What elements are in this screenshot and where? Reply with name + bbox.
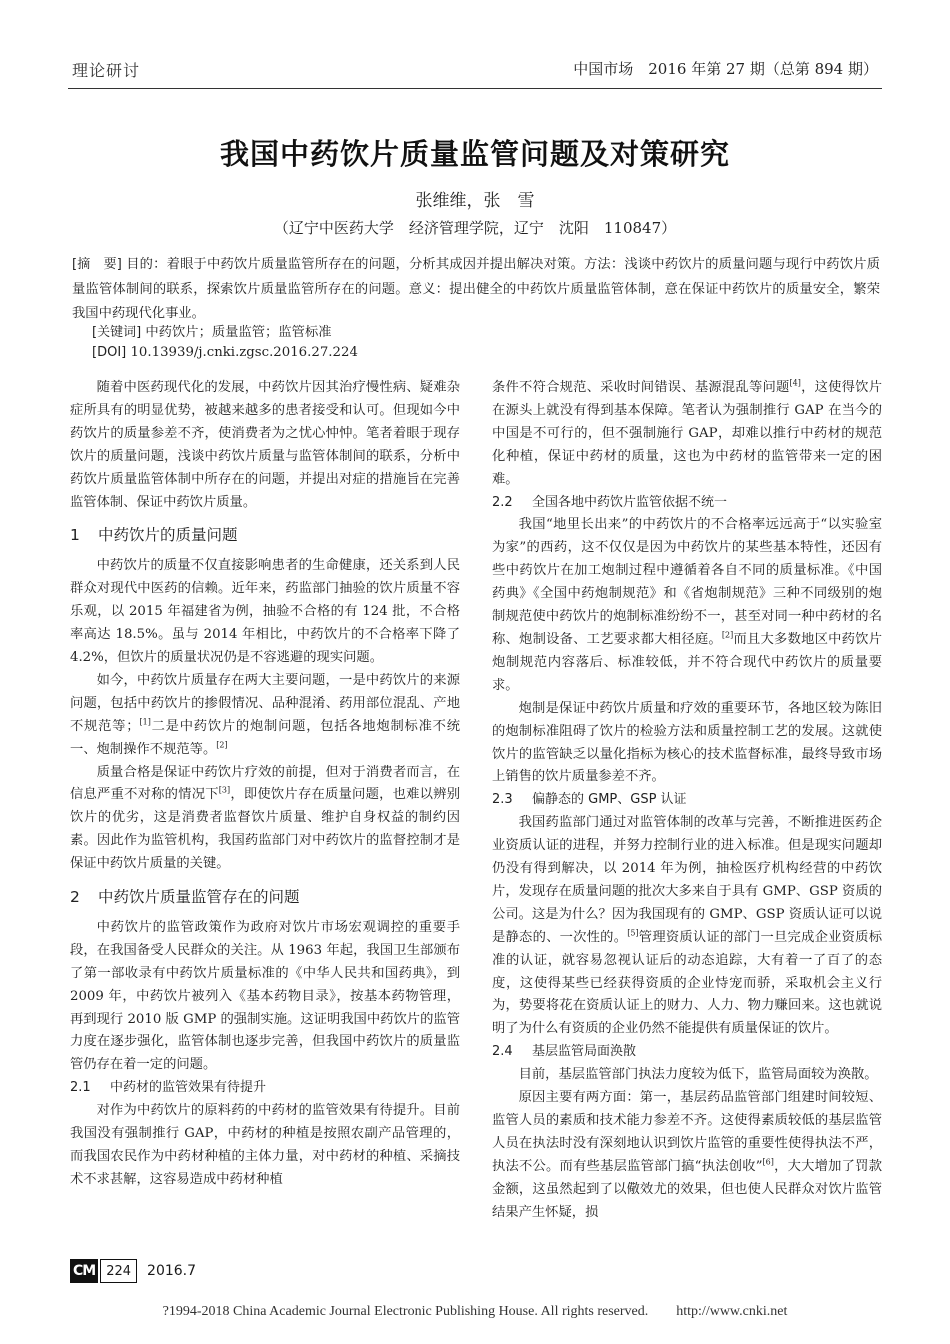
article-title: 我国中药饮片质量监管问题及对策研究 bbox=[219, 137, 730, 171]
section-2-1-number: 2.1 bbox=[70, 1080, 91, 1096]
abstract-label: [摘 要] bbox=[72, 257, 122, 272]
section-label: 理论研讨 bbox=[72, 61, 141, 80]
section-1-title: 中药饮片的质量问题 bbox=[98, 526, 238, 545]
keywords-text: 中药饮片；质量监管；监管标准 bbox=[145, 325, 332, 340]
continued-paragraph bbox=[492, 377, 882, 492]
s1-paragraph-3 bbox=[70, 762, 460, 877]
s2-paragraph-1: 中药饮片的监管政策作为政府对饮片市场宏观调控的重要手段，在我国备受人民群众的关注。从 1963 年起，我国卫生部颁布了第一部收录有中药饮片质量标准的《中华人民共和国药典》，到 2009 年，中药饮片被列入《基本药物目录》，按基本药物管理，再到现行 2010 版 GMP 的强制实施。这证明我国中药饮片的监管力度在逐步强化，监管体制也逐步完善，但我国中药饮片的质量监管仍存在着一定的问题。 bbox=[70, 919, 460, 1073]
citation-1: [1] bbox=[139, 717, 151, 727]
left-column bbox=[70, 377, 460, 1192]
citation-2: [2] bbox=[216, 740, 228, 750]
section-1-number: 1 bbox=[70, 526, 80, 545]
section-2-3-number: 2.3 bbox=[492, 792, 513, 808]
abstract bbox=[72, 253, 880, 327]
s23-paragraph-1 bbox=[492, 812, 882, 1041]
journal-issue: 中国市场 2016 年第 27 期（总第 894 期） bbox=[573, 60, 878, 78]
cont-text-b: ，这使得饮片在源头上就没有得到基本保障。笔者认为强制推行 GAP 在当今的中国是不可行的，但不强制施行 GAP，却难以推行中药材的规范化种植，保证中药材的质量，这也为中药材的监管带来一定的困难。 bbox=[492, 380, 882, 487]
section-2-3-heading bbox=[492, 789, 882, 812]
citation-5: [5] bbox=[627, 928, 639, 938]
abstract-text: 目的：着眼于中药饮片质量监管所存在的问题，分析其成因并提出解决对策。方法：浅谈中药饮片的质量问题与现行中药饮片质量监管体制间的联系，探索饮片质量监管所存在的问题。意义：提出健全的中药饮片质量监管体制，意在保证中药饮片的质量安全，繁荣我国中药现代化事业。 bbox=[72, 257, 880, 321]
footer-date: 2016.7 bbox=[147, 1263, 197, 1279]
section-2-2-heading bbox=[492, 492, 882, 515]
section-2-4-title: 基层监管局面涣散 bbox=[532, 1044, 637, 1060]
s23-p1-text-b: 管理资质认证的部门一旦完成企业资质标准的认证，就容易忽视认证后的动态追踪，大有着一了百了的态度，这使得某些已经获得资质的企业恃宠而骄，采取机会主义行为，势要将花在资质认证上的财力、人力、物力赚回来。这也就说明了为什么有资质的企业仍然不能提供有质量保证的饮片。 bbox=[492, 929, 882, 1037]
s24-paragraph-2 bbox=[492, 1087, 882, 1224]
section-2-heading bbox=[70, 886, 460, 909]
section-2-2-title: 全国各地中药饮片监管依据不统一 bbox=[532, 494, 728, 510]
section-2-1-title: 中药材的监管效果有待提升 bbox=[110, 1080, 267, 1096]
section-2-2-number: 2.2 bbox=[492, 494, 513, 510]
s1-paragraph-2 bbox=[70, 670, 460, 762]
journal-logo: CM bbox=[70, 1259, 98, 1283]
s21-paragraph-1: 对作为中药饮片的原料药的中药材的监管效果有待提升。目前我国没有强制推行 GAP，中药材的种植是按照农副产品管理的，而我国农民作为中药材种植的主体力量，对中药材的种植、采摘技术不求甚解，这容易造成中药材种植 bbox=[70, 1103, 460, 1187]
s22-paragraph-1 bbox=[492, 514, 882, 697]
doi-label: [DOI] bbox=[92, 345, 127, 360]
header-rule bbox=[68, 88, 882, 89]
s22-paragraph-2: 炮制是保证中药饮片质量和疗效的重要环节，各地区较为陈旧的炮制标准阻碍了饮片的检验方法和质量控制工艺的发展。这就使饮片的监管缺乏以量化指标为核心的技术监督标准，最终导致市场上销售的饮片质量参差不齐。 bbox=[492, 700, 882, 785]
keywords bbox=[92, 321, 332, 340]
s1-p3-text-b: ，即使饮片存在质量问题，也难以辨别饮片的优劣，这是消费者监督饮片质量、维护自身权益的制约因素。因此作为监管机构，我国药监部门对中药饮片的监督控制才是保证中药饮片质量的关键。 bbox=[70, 787, 461, 872]
right-column bbox=[492, 377, 882, 1225]
page-number: 224 bbox=[100, 1259, 137, 1283]
citation-2b: [2] bbox=[721, 630, 734, 640]
section-2-1-heading bbox=[70, 1077, 460, 1100]
s22-p1-text-b: 而且大多数地区中药饮片炮制规范内容落后、标准较低，并不符合现代中药饮片的质量要求。 bbox=[492, 631, 883, 693]
s24-paragraph-1: 目前，基层监管部门执法力度较为低下，监管局面较为涣散。 bbox=[518, 1067, 878, 1083]
s1-p2-text-b: 二是中药饮片的炮制问题，包括各地炮制标准不统一、炮制操作不规范等。 bbox=[70, 718, 461, 757]
citation-6: [6] bbox=[762, 1157, 774, 1167]
doi-text: 10.13939/j.cnki.zgsc.2016.27.224 bbox=[130, 345, 358, 360]
authors: 张维维，张 雪 bbox=[415, 191, 535, 211]
s1-paragraph-1: 中药饮片的质量不仅直接影响患者的生命健康，还关系到人民群众对现代中医药的信赖。近年来，药监部门抽验的饮片质量不容乐观，以 2015 年福建省为例，抽验不合格的有 124 批，不合格率高达 18.5%。虽与 2014 年相比，中药饮片的不合格率下降了 4.2%，但饮片的质量状况仍是不容逃避的现实问题。 bbox=[70, 558, 460, 665]
s1-p3-text-a: 质量合格是保证中药饮片疗效的前提，但对于消费者而言，在信息严重不对称的情况下 bbox=[70, 764, 460, 803]
keywords-label: [关键词] bbox=[92, 325, 142, 340]
page-footer bbox=[70, 1259, 196, 1283]
section-2-title: 中药饮片质量监管存在的问题 bbox=[98, 888, 300, 907]
citation-3: [3] bbox=[218, 785, 231, 795]
citation-4: [4] bbox=[789, 378, 801, 388]
copyright-notice: ?1994-2018 China Academic Journal Electronic Publishing House. All rights reserved. http://www.cnki.net bbox=[162, 1304, 788, 1319]
section-2-number: 2 bbox=[70, 888, 80, 907]
doi bbox=[92, 345, 358, 360]
affiliation: （辽宁中医药大学 经济管理学院，辽宁 沈阳 110847） bbox=[273, 219, 677, 237]
s24-p2-text-a: 原因主要有两方面：第一，基层药品监管部门组建时间较短、监管人员的素质和技术能力参差不齐。这使得素质较低的基层监管人员在执法时没有深刻地认识到饮片监管的重要性使得执法不严，执法不公。而有些基层监管部门搞“执法创收” bbox=[492, 1090, 882, 1174]
section-2-4-heading bbox=[492, 1041, 882, 1064]
section-2-4-number: 2.4 bbox=[492, 1044, 513, 1060]
s24-p2-text-b: ，大大增加了罚款金额，这虽然起到了以儆效尤的效果，但也使人民群众对饮片监管结果产生怀疑，损 bbox=[492, 1158, 882, 1220]
s1-p2-text-a: 如今，中药饮片质量存在两大主要问题，一是中药饮片的来源问题，包括中药饮片的掺假情况、品种混淆、药用部位混乱、产地不规范等； bbox=[70, 672, 460, 734]
intro-paragraph: 随着中医药现代化的发展，中药饮片因其治疗慢性病、疑难杂症所具有的明显优势，被越来越多的患者接受和认可。但现如今中药饮片的质量参差不齐，使消费者为之忧心忡忡。笔者着眼于现存饮片的质量问题，浅谈中药饮片质量与监管体制间的联系，分析中药饮片质量监管体制中所存在的问题，并提出对症的措施旨在完善监管体制、保证中药饮片质量。 bbox=[70, 380, 460, 510]
cont-text-a: 条件不符合规范、采收时间错误、基源混乱等问题 bbox=[492, 380, 790, 395]
s22-p1-text-a: 我国“地里长出来”的中药饮片的不合格率远远高于“以实验室为家”的西药，这不仅仅是因为中药饮片的某些基本特性，还因有些中药饮片在加工炮制过程中遵循着各自不同的质量标准。《中国药典》《全国中药炮制规范》和《省炮制规范》三种不同级别的炮制规范使中药饮片的炮制标准纷纷不一，甚至对同一种中药材的名称、炮制设备、工艺要求都大相径庭。 bbox=[492, 517, 882, 647]
section-1-heading bbox=[70, 524, 460, 547]
section-2-3-title: 偏静态的 GMP、GSP 认证 bbox=[532, 792, 687, 808]
s23-p1-text-a: 我国药监部门通过对监管体制的改革与完善，不断推进医药企业资质认证的进程，并努力控制行业的进入标准。但是现实问题却仍没有得到解决，以 2014 年为例，抽检医疗机构经营的中药饮片，发现存在质量问题的批次大多来自于具有 GMP、GSP 资质的公司。这是为什么？因为我国现有的 GMP、GSP 资质认证可以说是静态的、一次性的。 bbox=[492, 815, 882, 945]
